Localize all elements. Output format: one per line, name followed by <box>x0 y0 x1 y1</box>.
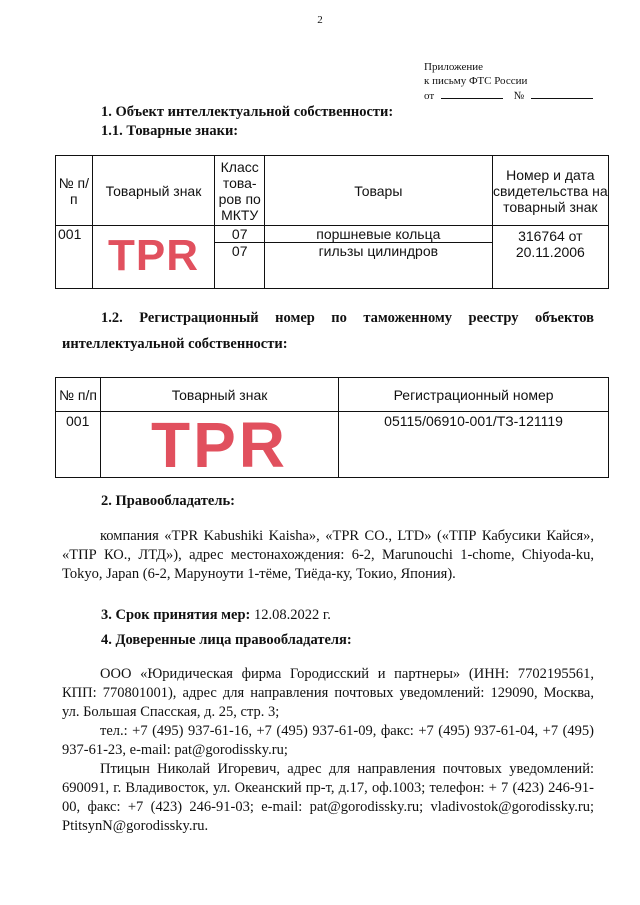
representative-paragraph-2: Птицын Николай Игоревич, адрес для направления почтовых уведомлений: 690091, г. Владивосток, ул. Океанский пр-т, д.17, оф.1003; телефон: + 7 (423) 246-91-00, факс: +7 (423) 246-91-03; e-mail: pat@gorodissky.ru; vladivostok@gorodissky.ru; PtitsynN@gorodissky.ru. <box>62 761 594 834</box>
header-number: № п/п <box>56 156 93 226</box>
goods-cell: гильзы цилиндров <box>264 243 492 289</box>
section1-2-heading-line1: 1.2. Регистрационный номер по таможенному реестру объектов <box>101 310 594 326</box>
trademark-logo-cell <box>92 226 215 289</box>
section1-1-heading: 1.1. Товарные знаки: <box>101 123 239 139</box>
registration-table <box>55 377 609 481</box>
appendix-from-label: от <box>424 90 435 102</box>
trademark-logo-cell <box>100 408 338 481</box>
class-cell: 07 <box>215 243 265 289</box>
appendix-block <box>424 60 593 103</box>
tpr-logo: TPR <box>151 408 289 481</box>
header-class: Класс това-ров по МКТУ <box>215 156 265 226</box>
section3-date: 12.08.2022 г. <box>250 607 331 623</box>
header-certificate: Номер и дата свидетельства на товарный знак <box>492 156 608 226</box>
header-trademark: Товарный знак <box>92 156 215 226</box>
registration-number-cell: 05115/06910-001/ТЗ-121119 <box>339 412 609 478</box>
row-number: 001 <box>56 412 101 478</box>
appendix-num-label: № <box>513 90 525 102</box>
appendix-title: Приложение <box>424 61 484 73</box>
header-registration: Регистрационный номер <box>339 378 609 412</box>
table-header-row <box>56 156 609 226</box>
section1-heading: 1. Объект интеллектуальной собственности: <box>101 104 394 120</box>
table-row <box>56 412 609 478</box>
tpr-logo: TPR <box>108 231 200 280</box>
page-number: 2 <box>317 14 323 26</box>
number-blank <box>531 88 593 99</box>
class-cell: 07 <box>215 226 265 243</box>
header-number: № п/п <box>56 378 101 412</box>
table-header-row <box>56 378 609 412</box>
holder-text: компания «TPR Kabushiki Kaisha», «TPR CO., LTD» («ТПР Кабусики Кайся», «ТПР КО., ЛТД»), адрес местонахождения: 6-2, Marunouchi 1-chome, Chiyoda-ku, Tokyo, Japan (6-2, Маруноути 1-тёме, Тиёда-ку, Токио, Япония). <box>62 528 594 582</box>
appendix-subtitle: к письму ФТС России <box>424 75 528 87</box>
header-goods: Товары <box>264 156 492 226</box>
section2-heading: 2. Правообладатель: <box>101 493 235 509</box>
trademarks-table <box>55 155 609 289</box>
section4-heading: 4. Доверенные лица правообладателя: <box>101 632 352 648</box>
goods-cell: поршневые кольца <box>264 226 492 243</box>
representative-paragraph: ООО «Юридическая фирма Городисский и партнеры» (ИНН: 7702195561, КПП: 770801001), адрес для направления почтовых уведомлений: 129090, Москва, ул. Большая Спасская, д. 25, стр. 3; <box>62 666 594 720</box>
date-blank <box>441 88 503 99</box>
row-number: 001 <box>56 226 93 289</box>
header-trademark: Товарный знак <box>100 378 338 412</box>
appendix-date-line <box>424 88 593 103</box>
representative-contacts: тел.: +7 (495) 937-61-16, +7 (495) 937-61-09, факс: +7 (495) 937-61-04, +7 (495) 937-61-23, e-mail: pat@gorodissky.ru; <box>62 723 594 758</box>
section3-heading: 3. Срок принятия мер: <box>101 607 251 623</box>
section3-line <box>101 607 331 624</box>
table-row <box>56 226 609 243</box>
section1-2-heading-line2: интеллектуальной собственности: <box>62 336 288 352</box>
certificate-cell: 316764 от 20.11.2006 <box>492 226 608 289</box>
representatives-block <box>62 665 594 836</box>
